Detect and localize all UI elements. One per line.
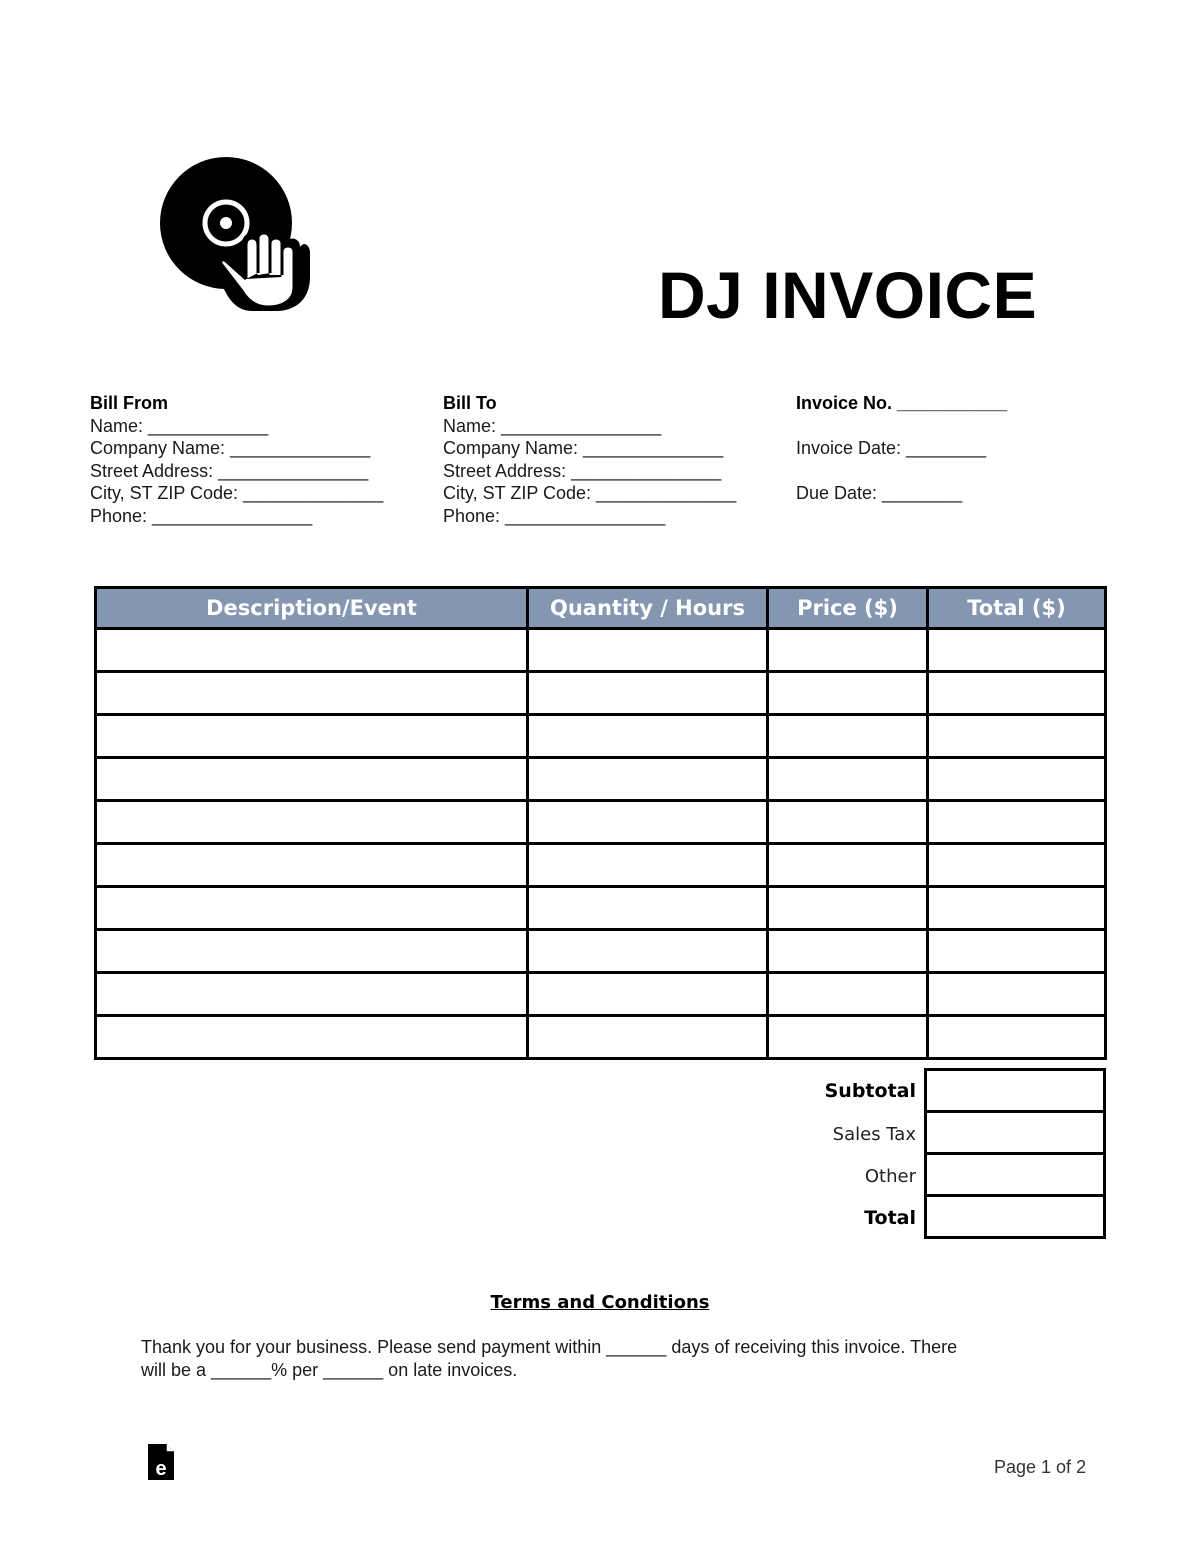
bill-to-company-field[interactable]: Company Name: ______________ — [443, 438, 724, 458]
quantity-cell[interactable] — [528, 930, 768, 973]
line-items-table — [94, 586, 1107, 1060]
price-cell[interactable] — [768, 844, 928, 887]
table-row — [96, 930, 1106, 973]
price-cell[interactable] — [768, 801, 928, 844]
subtotal-label: Subtotal — [824, 1080, 916, 1102]
quantity-cell[interactable] — [528, 801, 768, 844]
description-cell[interactable] — [96, 801, 528, 844]
eforms-logo-icon — [146, 1442, 176, 1482]
vinyl-record-hand-icon — [158, 155, 310, 315]
price-cell[interactable] — [768, 758, 928, 801]
subtotal-cell[interactable] — [926, 1070, 1105, 1112]
table-row — [96, 672, 1106, 715]
table-row — [96, 801, 1106, 844]
bill-from-name-field[interactable]: Name: ____________ — [90, 415, 269, 436]
due-date-field[interactable]: Due Date: ________ — [796, 483, 963, 503]
description-cell[interactable] — [96, 844, 528, 887]
total-cell[interactable] — [928, 672, 1106, 715]
bill-to-city-field[interactable]: City, ST ZIP Code: ______________ — [443, 483, 737, 503]
quantity-cell[interactable] — [528, 973, 768, 1016]
table-row — [96, 758, 1106, 801]
column-header-price: Price ($) — [768, 588, 928, 629]
price-cell[interactable] — [768, 887, 928, 930]
total-cell[interactable] — [928, 887, 1106, 930]
terms-line-2: will be a ______% per ______ on late invoices. — [141, 1360, 518, 1380]
table-row — [96, 973, 1106, 1016]
table-row — [96, 629, 1106, 672]
invoice-date-field[interactable]: Invoice Date: ________ — [796, 438, 987, 458]
description-cell[interactable] — [96, 887, 528, 930]
total-cell[interactable] — [928, 930, 1106, 973]
total-cell[interactable] — [928, 715, 1106, 758]
description-cell[interactable] — [96, 930, 528, 973]
table-header-row — [96, 588, 1106, 629]
description-cell[interactable] — [96, 758, 528, 801]
table-row — [96, 887, 1106, 930]
total-cell[interactable] — [926, 1196, 1105, 1238]
price-cell[interactable] — [768, 930, 928, 973]
document-title: DJ INVOICE — [658, 258, 1038, 332]
description-cell[interactable] — [96, 1016, 528, 1059]
bill-to-heading: Bill To — [443, 393, 497, 413]
page-number: Page 1 of 2 — [994, 1457, 1087, 1477]
price-cell[interactable] — [768, 672, 928, 715]
total-cell[interactable] — [928, 629, 1106, 672]
terms-line-1: Thank you for your business. Please send payment within ______ days of receiving this invoice. There — [141, 1337, 958, 1357]
quantity-cell[interactable] — [528, 1016, 768, 1059]
quantity-cell[interactable] — [528, 672, 768, 715]
invoice-number-field[interactable]: Invoice No. ___________ — [796, 393, 1008, 413]
price-cell[interactable] — [768, 1016, 928, 1059]
total-cell[interactable] — [928, 1016, 1106, 1059]
table-row — [96, 844, 1106, 887]
total-label: Total — [864, 1207, 916, 1229]
column-header-quantity: Quantity / Hours — [528, 588, 768, 629]
terms-title: Terms and Conditions — [490, 1292, 710, 1313]
bill-from-company-field[interactable]: Company Name: ______________ — [90, 438, 371, 458]
description-cell[interactable] — [96, 715, 528, 758]
price-cell[interactable] — [768, 629, 928, 672]
quantity-cell[interactable] — [528, 758, 768, 801]
dj-logo — [158, 155, 310, 315]
sales-tax-cell[interactable] — [926, 1112, 1105, 1154]
total-cell[interactable] — [928, 973, 1106, 1016]
table-row — [96, 1016, 1106, 1059]
column-header-description: Description/Event — [96, 588, 528, 629]
quantity-cell[interactable] — [528, 629, 768, 672]
price-cell[interactable] — [768, 715, 928, 758]
description-cell[interactable] — [96, 629, 528, 672]
svg-text:e: e — [155, 1458, 167, 1480]
quantity-cell[interactable] — [528, 844, 768, 887]
other-label: Other — [864, 1166, 916, 1187]
bill-to-street-field[interactable]: Street Address: _______________ — [443, 460, 722, 481]
bill-from-heading: Bill From — [90, 393, 169, 413]
bill-from-street-field[interactable]: Street Address: _______________ — [90, 460, 369, 481]
bill-from-section — [90, 392, 383, 527]
invoice-info-section — [796, 392, 1007, 505]
other-cell[interactable] — [926, 1154, 1105, 1196]
column-header-total: Total ($) — [928, 588, 1106, 629]
bill-from-city-field[interactable]: City, ST ZIP Code: ______________ — [90, 483, 384, 503]
total-cell[interactable] — [928, 844, 1106, 887]
sales-tax-label: Sales Tax — [832, 1124, 916, 1145]
description-cell[interactable] — [96, 672, 528, 715]
quantity-cell[interactable] — [528, 887, 768, 930]
quantity-cell[interactable] — [528, 715, 768, 758]
price-cell[interactable] — [768, 973, 928, 1016]
bill-from-phone-field[interactable]: Phone: ________________ — [90, 505, 313, 526]
total-cell[interactable] — [928, 801, 1106, 844]
bill-to-section — [443, 392, 736, 527]
totals-table — [924, 1068, 1106, 1239]
bill-to-phone-field[interactable]: Phone: ________________ — [443, 505, 666, 526]
bill-to-name-field[interactable]: Name: ________________ — [443, 415, 662, 436]
table-row — [96, 715, 1106, 758]
terms-text — [141, 1336, 1041, 1382]
description-cell[interactable] — [96, 973, 528, 1016]
total-cell[interactable] — [928, 758, 1106, 801]
